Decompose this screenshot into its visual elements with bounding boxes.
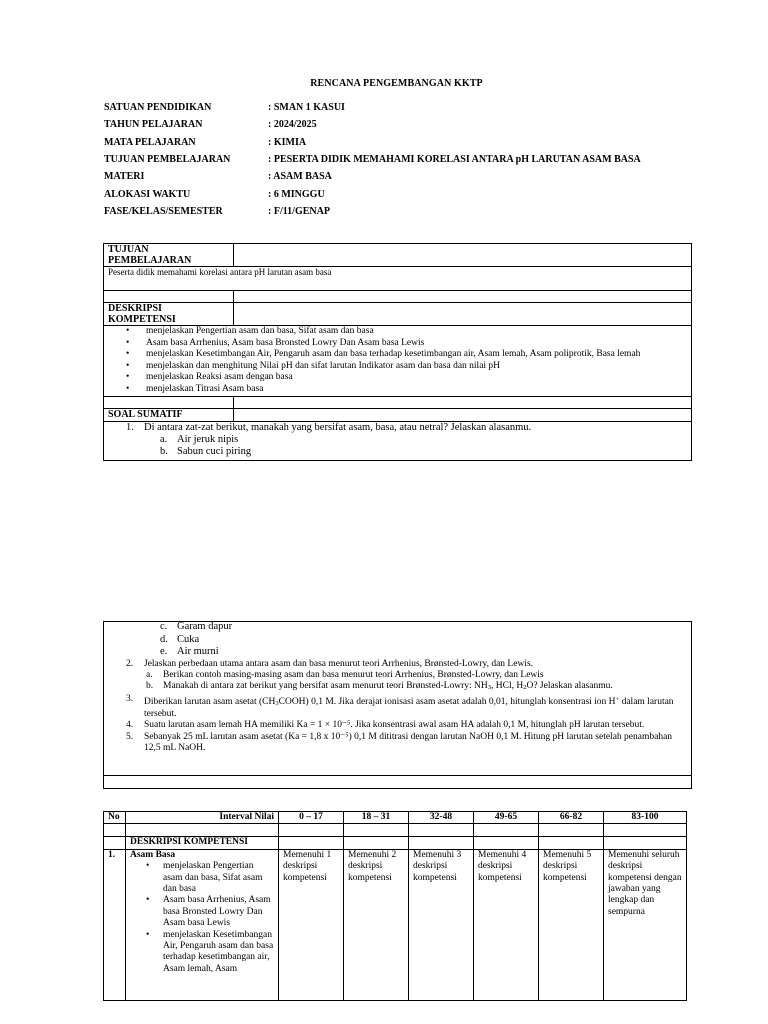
empty-cell — [279, 837, 344, 849]
header-cell: No — [104, 812, 126, 824]
question-5 — [108, 732, 687, 755]
empty-cell — [604, 824, 687, 837]
empty-cell — [539, 837, 604, 849]
tp-heading-line: TUJUAN — [108, 244, 149, 255]
header-info — [104, 99, 684, 220]
question-text — [126, 694, 687, 721]
question-2 — [108, 659, 687, 670]
meta-key: TAHUN PELAJARAN — [104, 119, 203, 131]
rubric-table — [103, 811, 687, 1001]
empty-cell — [409, 824, 474, 837]
table-row — [104, 837, 687, 849]
list-item: • menjelaskan Pengertian asam dan basa, Sifat asam dan basa — [146, 861, 274, 895]
table-row — [104, 267, 692, 291]
option-letter: a. — [146, 670, 153, 681]
objectives-table — [103, 243, 692, 461]
meta-key: TUJUAN PEMBELAJARAN — [104, 154, 231, 166]
meta-row — [104, 99, 684, 116]
table-row — [104, 244, 692, 267]
question-option — [108, 681, 687, 693]
empty-cell — [233, 244, 691, 267]
level-cell: Memenuhi 5 deskripsi kompetensi — [539, 849, 604, 1000]
empty-cell — [233, 291, 691, 303]
subscript: 3 — [275, 699, 279, 707]
empty-cell — [104, 824, 126, 837]
question-4 — [108, 720, 687, 731]
meta-value: : F/11/GENAP — [268, 205, 330, 217]
table-row — [104, 421, 692, 460]
question-number: 5. — [126, 731, 134, 742]
level-cell: Memenuhi 2 deskripsi kompetensi — [344, 849, 409, 1000]
header-cell: 49-65 — [474, 812, 539, 824]
document-title: RENCANA PENGEMBANGAN KKTP — [310, 78, 483, 89]
questions-table-continued — [103, 621, 692, 789]
table-row — [104, 622, 692, 776]
table-row — [104, 326, 692, 397]
option-letter: d. — [160, 633, 168, 645]
competency-list — [130, 861, 274, 975]
empty-cell — [104, 837, 126, 849]
option-letter: b. — [160, 446, 168, 458]
table-row — [104, 776, 692, 789]
tp-heading-line: PEMBELAJARAN — [108, 255, 192, 266]
question-text: Jelaskan perbedaan utama antara asam dan basa menurut teori Arrhenius, Brønsted-Lowry, dan Lewis. — [144, 658, 534, 669]
list-item: • menjelaskan dan menghitung Nilai pH dan sifat larutan Indikator asam dan basa dan nilai pH — [126, 361, 687, 373]
competency-title: Asam Basa — [130, 849, 176, 860]
meta-row — [104, 185, 684, 202]
header-cell: 83-100 — [604, 812, 687, 824]
competency-list — [108, 326, 687, 396]
option-text: Garam dapur — [177, 621, 233, 632]
tp-text: Peserta didik memahami korelasi antara pH larutan asam basa — [108, 267, 332, 277]
meta-value: : 6 MINGGU — [268, 188, 325, 200]
header-cell: 66-82 — [539, 812, 604, 824]
level-cell: Memenuhi seluruh deskripsi kompetensi dengan jawaban yang lengkap dan sempurna — [604, 849, 687, 1000]
empty-cell — [233, 396, 691, 408]
dk-heading-cell — [104, 303, 234, 326]
text-run: , HCl, H — [491, 681, 524, 692]
meta-value: : ASAM BASA — [268, 171, 332, 183]
option-text: Cuka — [177, 633, 200, 645]
option-text: Sabun cuci piring — [177, 446, 252, 458]
meta-key: MATERI — [104, 171, 145, 183]
meta-row — [104, 116, 684, 133]
question-option — [108, 670, 687, 681]
text-run: dalam larutan tersebut. — [144, 696, 674, 719]
question-option — [108, 646, 687, 659]
row-number: 1. — [104, 849, 126, 1000]
option-letter: b. — [146, 681, 154, 692]
question-number: 4. — [126, 720, 134, 731]
empty-cell — [233, 303, 691, 326]
question-cell — [104, 421, 692, 460]
competency-cell — [126, 849, 279, 1000]
option-letter: c. — [160, 621, 168, 632]
soal-heading-cell — [104, 408, 234, 421]
question-option — [108, 634, 687, 647]
question-option — [108, 446, 687, 459]
empty-cell — [104, 291, 234, 303]
level-cell: Memenuhi 3 deskripsi kompetensi — [409, 849, 474, 1000]
empty-cell — [474, 837, 539, 849]
tp-text-cell — [104, 267, 692, 291]
option-text: Berikan contoh masing-masing asam dan basa menurut teori Arrhenius, Brønsted-Lowry, dan Lewis — [163, 670, 544, 681]
question-text: Sebanyak 25 mL larutan asam asetat (Ka = 1,8 x 10⁻⁵) 0,1 M dititrasi dengan larutan NaOH 0,1 M. Hitung pH larutan setelah penambahan 12,5 mL NaOH. — [144, 731, 673, 753]
meta-key: MATA PELAJARAN — [104, 136, 196, 148]
header-cell: Interval Nilai — [126, 812, 279, 824]
table-row — [104, 408, 692, 421]
subscript: 2 — [523, 684, 527, 692]
empty-cell — [409, 837, 474, 849]
list-item: • Asam basa Arrhenius, Asam basa Bronsted Lowry Dan Asam basa Lewis — [126, 338, 687, 350]
table-row — [104, 812, 687, 824]
header-cell: 18 – 31 — [344, 812, 409, 824]
list-item: • menjelaskan Titrasi Asam basa — [126, 384, 687, 396]
empty-cell — [233, 408, 691, 421]
empty-cell — [604, 837, 687, 849]
dk-heading-cell: DESKRIPSI KOMPETENSI — [126, 837, 279, 849]
header-cell: 0 – 17 — [279, 812, 344, 824]
option-text — [146, 681, 687, 693]
meta-key: ALOKASI WAKTU — [104, 188, 191, 200]
list-item: • menjelaskan Pengertian asam dan basa, Sifat asam dan basa — [126, 326, 687, 338]
question-number: 3. — [126, 693, 134, 704]
tp-heading-cell — [104, 244, 234, 267]
level-cell: Memenuhi 4 deskripsi kompetensi — [474, 849, 539, 1000]
question-text: Di antara zat-zat berikut, manakah yang bersifat asam, basa, atau netral? Jelaskan alasanmu. — [144, 421, 532, 433]
question-text: Suatu larutan asam lemah HA memiliki Ka = 1 × 10⁻⁵. Jika konsentrasi awal asam HA adalah 0,1 M, hitunglah pH larutan tersebut. — [144, 720, 645, 731]
empty-cell — [344, 824, 409, 837]
question-cell — [104, 622, 692, 776]
option-letter: e. — [160, 646, 168, 658]
question-number: 1. — [126, 421, 134, 433]
competency-list-cell — [104, 326, 692, 397]
subscript: 3 — [487, 684, 491, 692]
empty-cell — [104, 776, 692, 789]
question-number: 2. — [126, 658, 134, 669]
level-cell: Memenuhi 1 deskripsi kompetensi — [279, 849, 344, 1000]
dk-heading-line: DESKRIPSI — [108, 303, 162, 314]
empty-cell — [126, 824, 279, 837]
empty-cell — [344, 837, 409, 849]
list-item: • Asam basa Arrhenius, Asam basa Bronsted Lowry Dan Asam basa Lewis — [146, 895, 274, 929]
soal-heading: SOAL SUMATIF — [108, 408, 183, 420]
question-option — [108, 434, 687, 447]
superscript: + — [615, 695, 620, 703]
meta-value: : KIMIA — [268, 136, 307, 148]
meta-row — [104, 151, 684, 168]
empty-cell — [539, 824, 604, 837]
list-item: • menjelaskan Reaksi asam dengan basa — [126, 372, 687, 384]
question-1 — [108, 422, 687, 434]
table-row — [104, 291, 692, 303]
list-item: • menjelaskan Kesetimbangan Air, Pengaruh asam dan basa terhadap kesetimbangan air, Asam lemah, Asam poliprotik, Basa lemah — [126, 349, 687, 361]
meta-value: : PESERTA DIDIK MEMAHAMI KORELASI ANTARA pH LARUTAN ASAM BASA — [268, 154, 641, 166]
meta-value: : SMAN 1 KASUI — [268, 102, 345, 114]
text-run: COOH) 0,1 M. Jika derajat ionisasi asam asetat adalah 0,01, hitunglah konsentrasi ion H — [278, 696, 616, 707]
option-text: Air jeruk nipis — [177, 433, 239, 445]
empty-cell — [104, 396, 234, 408]
meta-key: FASE/KELAS/SEMESTER — [104, 205, 223, 217]
meta-key: SATUAN PENDIDIKAN — [104, 102, 212, 114]
empty-cell — [474, 824, 539, 837]
question-option — [108, 621, 687, 634]
meta-row — [104, 168, 684, 185]
text-run: O? Jelaskan alasanmu. — [526, 681, 613, 692]
list-item: • menjelaskan Kesetimbangan Air, Pengaruh asam dan basa terhadap kesetimbangan air, Asam lemah, Asam — [146, 930, 274, 976]
header-cell: 32-48 — [409, 812, 474, 824]
meta-row — [104, 203, 684, 220]
question-3 — [108, 694, 687, 721]
text-run: Manakah di antara zat berikut yang bersifat asam menurut teori Brønsted-Lowry: NH — [163, 681, 488, 692]
dk-heading-line: KOMPETENSI — [108, 314, 176, 325]
text-run: Diberikan larutan asam asetat (CH — [144, 696, 276, 707]
option-letter: a. — [160, 433, 168, 445]
option-text: Air murni — [177, 646, 219, 658]
table-row — [104, 396, 692, 408]
table-row — [104, 303, 692, 326]
meta-row — [104, 134, 684, 151]
empty-cell — [279, 824, 344, 837]
meta-value: : 2024/2025 — [268, 119, 317, 131]
table-row — [104, 824, 687, 837]
table-row — [104, 849, 687, 1000]
